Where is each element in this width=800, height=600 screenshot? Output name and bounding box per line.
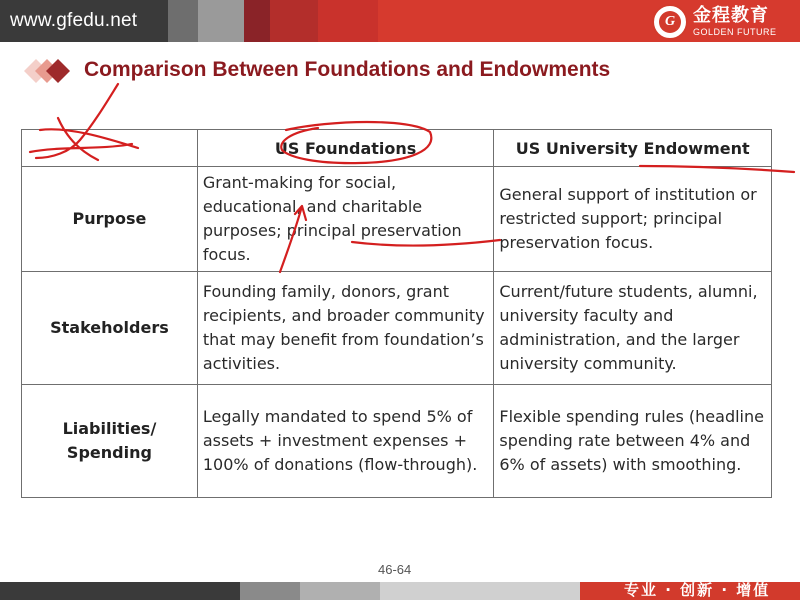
row-label: Purpose [22,167,198,272]
banner-segment [318,0,378,42]
banner-segment [198,0,244,42]
logo-cn: 金程教育 [693,5,769,26]
title-diamond-icon [22,56,82,86]
logo-en: GOLDEN FUTURE [693,27,777,37]
bottom-segment [0,582,240,600]
header-foundations: US Foundations [197,130,494,167]
endowment-cell: Current/future students, alumni, university faculty and administration, and the larger university community. [494,272,772,385]
row-label: Stakeholders [22,272,198,385]
table-row [22,272,772,385]
logo-mark: G [659,11,681,33]
table-row [22,167,772,272]
foundations-cell: Grant-making for social, educational, and charitable purposes; principal preservation focus. [197,167,494,272]
bottom-segment [300,582,380,600]
page-number: 46-64 [378,562,412,577]
logo-text [693,6,777,38]
bottom-segment [240,582,300,600]
foundations-cell: Legally mandated to spend 5% of assets + investment expenses + 100% of donations (flow-through). [197,385,494,498]
page-title: Comparison Between Foundations and Endowments [84,58,611,81]
foundations-cell: Founding family, donors, grant recipients, and broader community that may benefit from foundation’s activities. [197,272,494,385]
slogan: 专业 · 创新 · 增值 [624,581,771,599]
banner-segment [270,0,318,42]
banner-segment [244,0,270,42]
table-header-row [22,130,772,167]
table-row [22,385,772,498]
banner-segment [168,0,198,42]
header-endowment: US University Endowment [494,130,772,167]
endowment-cell: Flexible spending rules (headline spending rate between 4% and 6% of assets) with smoothing. [494,385,772,498]
comparison-table [21,129,772,498]
endowment-cell: General support of institution or restricted support; principal preservation focus. [494,167,772,272]
row-label: Liabilities/ Spending [22,385,198,498]
bottom-segment [380,582,580,600]
header-empty [22,130,198,167]
brand-logo [652,4,777,40]
logo-seal-icon [652,4,688,40]
site-url: www.gfedu.net [10,10,138,31]
